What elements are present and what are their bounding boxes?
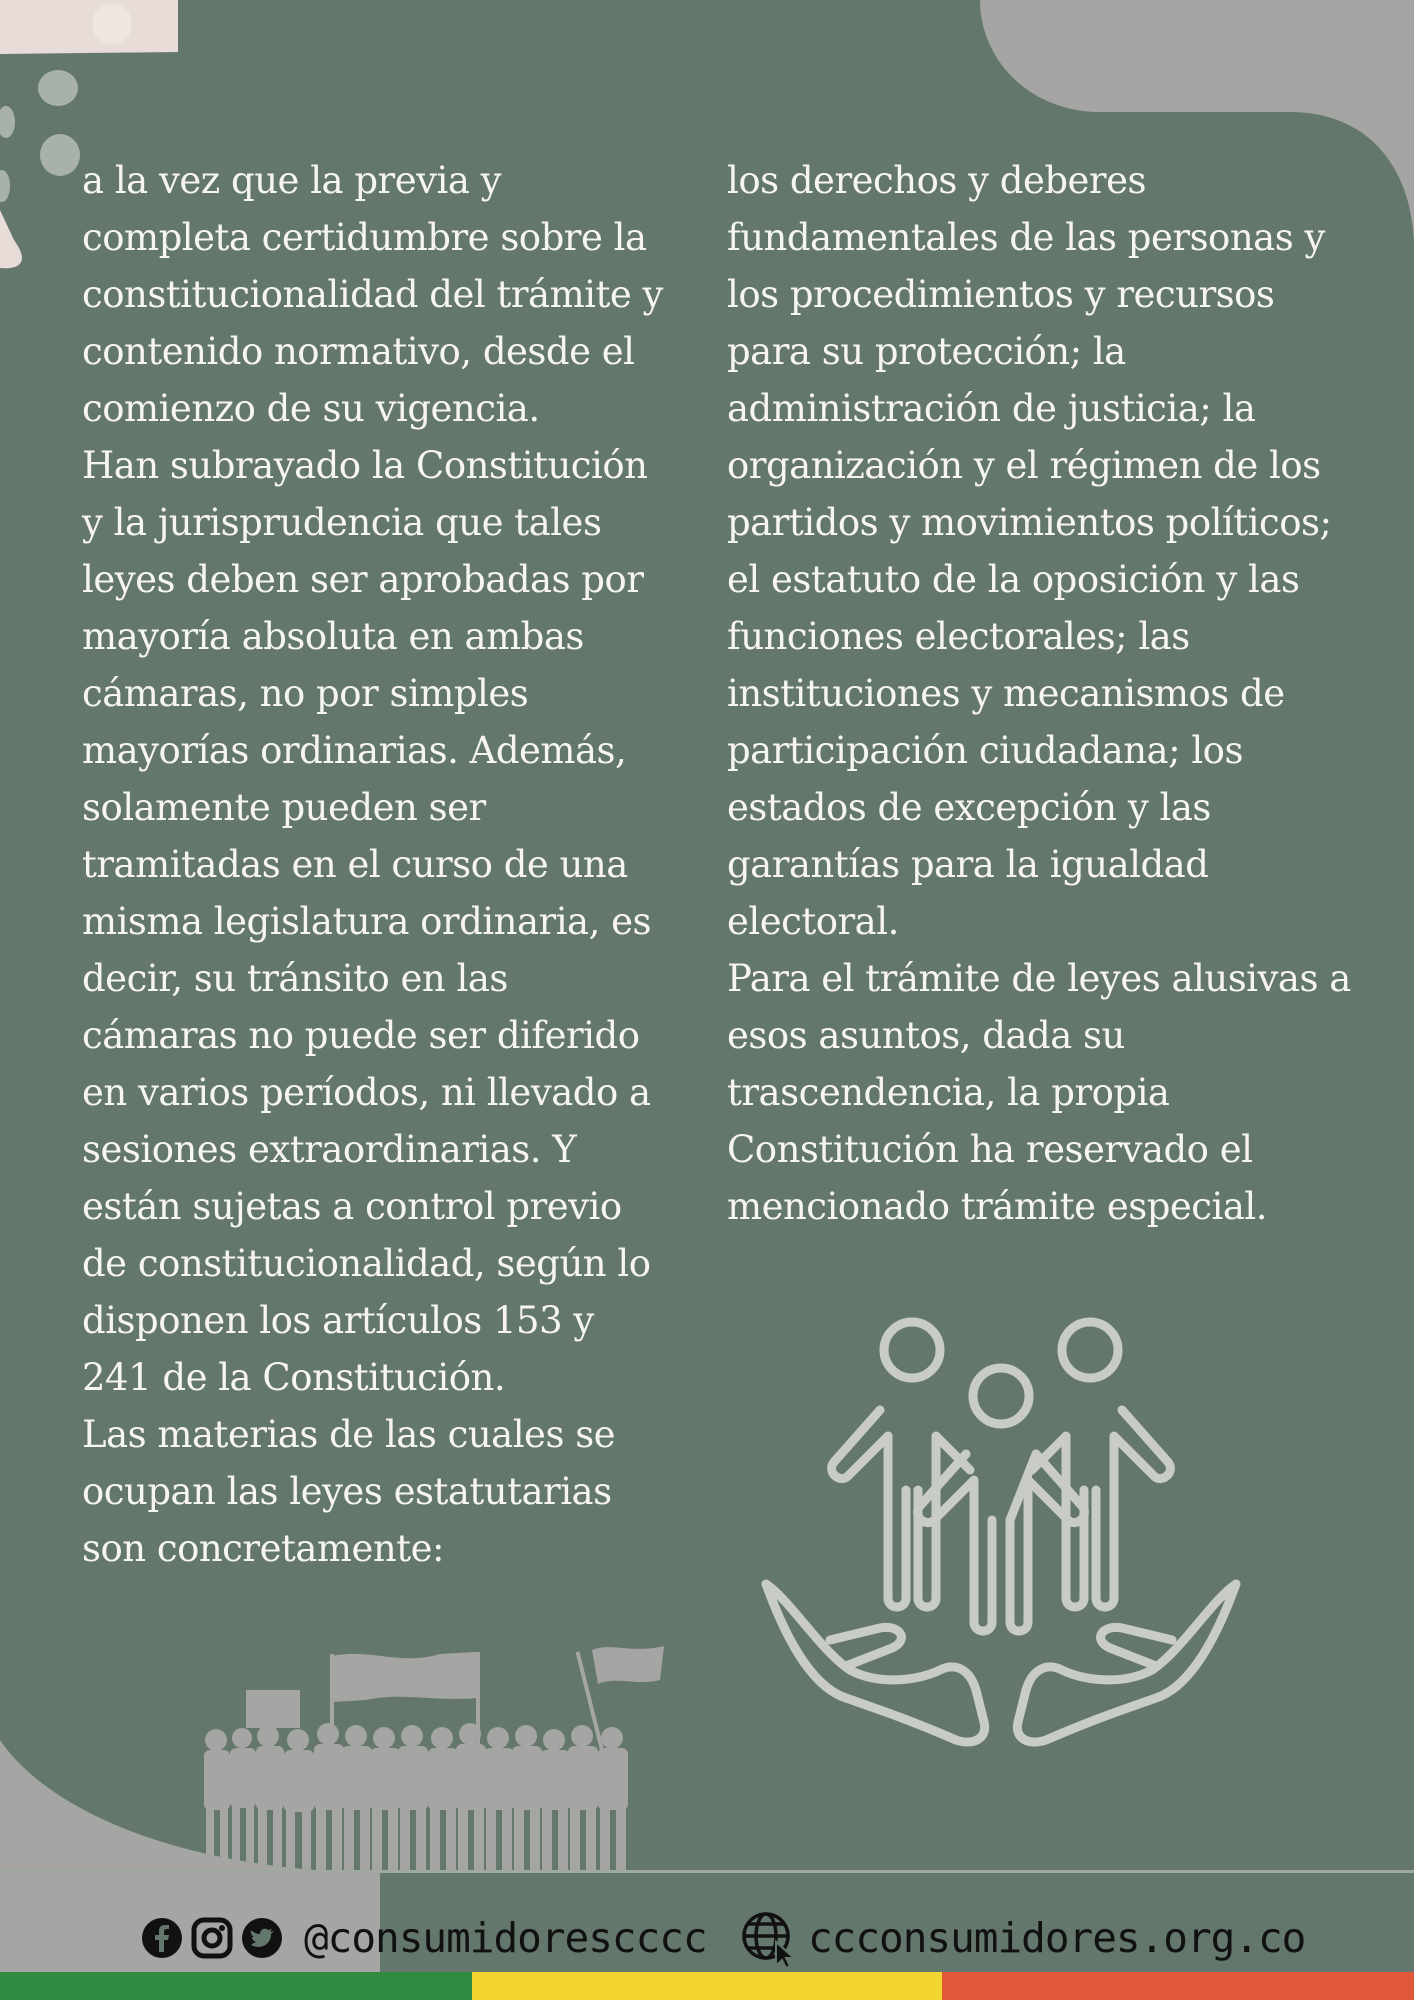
social-handle[interactable]: @consumidorescccc xyxy=(304,1914,707,1962)
footer-divider xyxy=(0,1870,1414,1873)
right-paragraph-2: Para el trámite de leyes alusivas a esos asuntos, dada su trascendencia, la propia Constitución ha reservado el mencionado trámite especial. xyxy=(727,957,1351,1228)
top-left-pink-tab xyxy=(0,0,178,54)
left-person-head xyxy=(884,1322,940,1378)
website-link[interactable]: ccconsumidores.org.co xyxy=(808,1914,1306,1962)
right-paragraph-1: los derechos y deberes fundamentales de las personas y los procedimientos y recursos para su protección; la administración de justicia; la organización y el régimen de los partidos y movimientos políticos; el estatuto de la oposición y las funciones electorales; las instituciones y mecanismos de participación ciudadana; los estados de excepción y las garantías para la igualdad electoral. xyxy=(727,159,1332,943)
waving-flag xyxy=(592,1646,664,1684)
right-column xyxy=(727,152,1367,1235)
left-column xyxy=(82,152,672,1577)
pebble-1 xyxy=(38,70,78,106)
left-paragraph-1: a la vez que la previa y completa certidumbre sobre la constitucionalidad del trámite y contenido normativo, desde el comienzo de su vigencia. xyxy=(82,159,663,430)
left-paragraph-3: Las materias de las cuales se ocupan las leyes estatutarias son concretamente: xyxy=(82,1413,616,1570)
people-in-hands-illustration xyxy=(760,1310,1260,1770)
twitter-icon[interactable] xyxy=(240,1916,284,1960)
globe-cursor-icon xyxy=(740,1908,800,1968)
protest-crowd-illustration xyxy=(180,1640,680,1880)
middle-person-head xyxy=(973,1368,1029,1424)
website-block xyxy=(740,1908,1305,1968)
left-paragraph-2: Han subrayado la Constitución y la jurisprudencia que tales leyes deben ser aprobadas por mayoría absoluta en ambas cámaras, no por simples mayorías ordinarias. Además, solamente pueden ser tramitadas en el curso de una misma legislatura ordinaria, es decir, su tránsito en las cámaras no puede ser diferido en varios períodos, ni llevado a sesiones extraordinarias. Y están sujetas a control previo de constitucionalidad, según lo disponen los artículos 153 y 241 de la Constitución. xyxy=(82,444,652,1399)
sign-board xyxy=(246,1690,300,1728)
bar-green xyxy=(0,1972,472,2000)
pebble-4 xyxy=(0,170,10,202)
right-person-head xyxy=(1062,1322,1118,1378)
instagram-icon[interactable] xyxy=(190,1916,234,1960)
bar-red xyxy=(942,1972,1414,2000)
facebook-icon[interactable] xyxy=(140,1916,184,1960)
pebble-3 xyxy=(0,106,15,138)
bar-yellow xyxy=(472,1972,942,2000)
right-hand xyxy=(1017,1584,1236,1742)
pebble-5 xyxy=(0,210,22,268)
middle-person-body xyxy=(918,1454,1085,1631)
pebble-2 xyxy=(40,134,80,176)
banner-flag xyxy=(332,1652,476,1702)
social-block xyxy=(140,1908,707,1968)
left-hand xyxy=(766,1584,985,1742)
crowd-people xyxy=(204,1723,628,1872)
pink-tab-dot xyxy=(92,4,132,44)
